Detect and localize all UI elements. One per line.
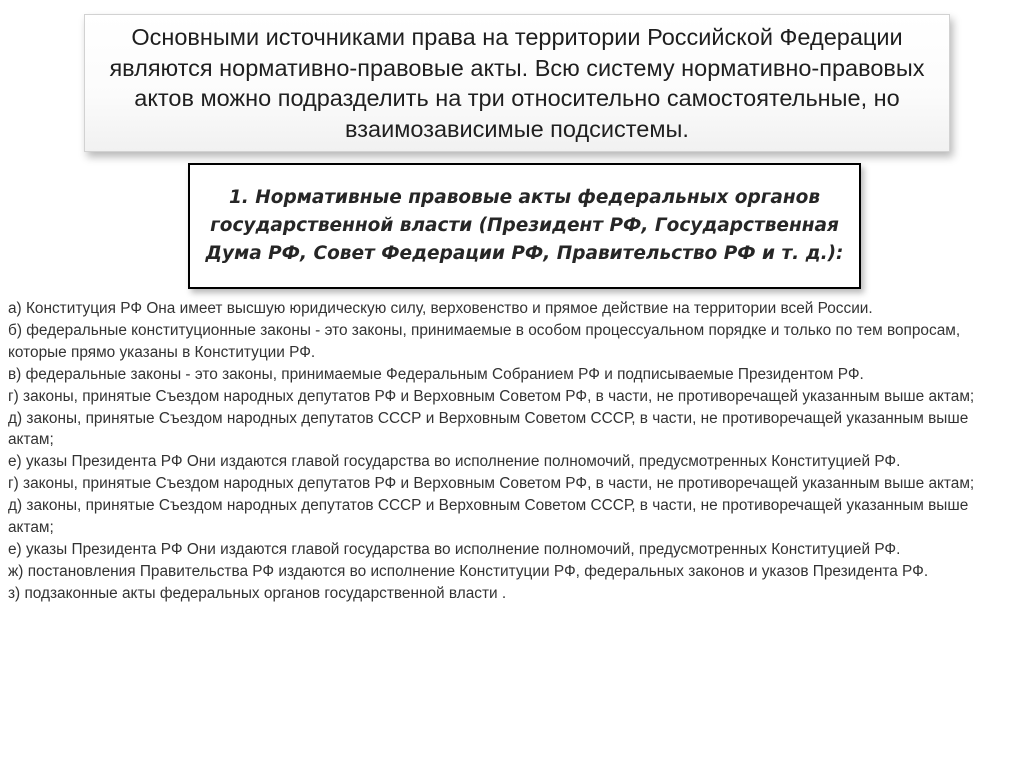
header-text: Основными источниками права на территории Российской Федерации являются нормативно-правовые акты. Всю систему нормативно-правовых актов можно подразделить на три относительно самостоятельные, но взаимозависимые подсистемы. [109,24,925,142]
subtitle-text: 1. Нормативные правовые акты федеральных органов государственной власти (Президент РФ, Государственная Дума РФ, Совет Федерации РФ, Правительство РФ и т. д.): [205,187,844,264]
list-item: а) Конституция РФ Она имеет высшую юридическую силу, верховенство и прямое действие на территории всей России. [8,300,873,317]
list-item: ж) постановления Правительства РФ издаются во исполнение Конституции РФ, федеральных законов и указов Президента РФ. [8,562,929,580]
acts-list [8,298,1016,605]
list-item: г) законы, принятые Съездом народных депутатов РФ и Верховным Советом РФ, в части, не противоречащей указанным выше актам; [8,475,975,493]
subtitle-box [188,163,861,289]
list-item: б) федеральные конституционные законы - это законы, принимаемые в особом процессуальном порядке и только по тем вопросам, которые прямо указаны в Конституции РФ. [8,321,961,361]
list-item: д) законы, принятые Съездом народных депутатов СССР и Верховным Советом СССР, в части, не противоречащей указанным выше актам; [8,409,969,449]
list-item: з) подзаконные акты федеральных органов государственной власти . [8,584,507,602]
list-item: г) законы, принятые Съездом народных депутатов РФ и Верховным Советом РФ, в части, не противоречащей указанным выше актам; [8,387,975,405]
list-item: е) указы Президента РФ Они издаются главой государства во исполнение полномочий, предусмотренных Конституцией РФ. [8,540,901,558]
list-item: е) указы Президента РФ Они издаются главой государства во исполнение полномочий, предусмотренных Конституцией РФ. [8,453,901,471]
list-item: д) законы, принятые Съездом народных депутатов СССР и Верховным Советом СССР, в части, не противоречащей указанным выше актам; [8,497,969,537]
header-box [84,14,950,152]
list-item: в) федеральные законы - это законы, принимаемые Федеральным Собранием РФ и подписываемые Президентом РФ. [8,365,864,383]
